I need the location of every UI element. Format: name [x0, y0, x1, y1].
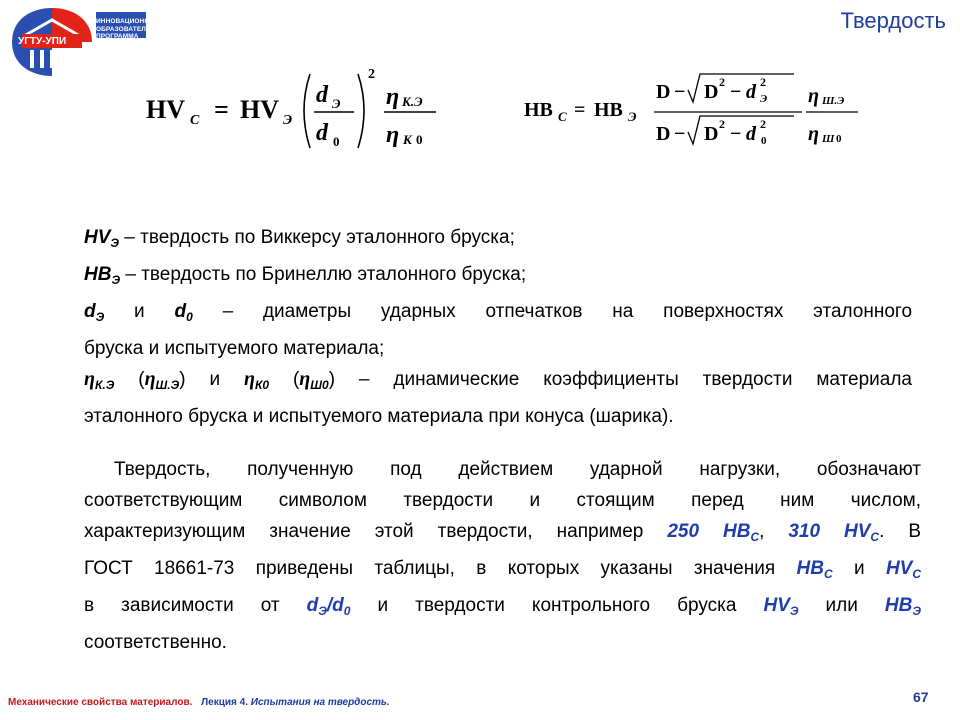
svg-text:2: 2	[368, 67, 375, 82]
svg-text:−: −	[674, 81, 686, 103]
logo-line: ИННОВАЦИОННАЯ	[96, 18, 159, 25]
svg-text:d: d	[316, 82, 328, 108]
svg-text:HV: HV	[146, 95, 185, 124]
svg-text:=: =	[214, 95, 229, 124]
svg-text:2: 2	[719, 75, 725, 89]
paragraph-line: Твердость, полученную под действием ударной нагрузки, обозначают	[114, 459, 921, 480]
svg-text:Э: Э	[283, 113, 293, 128]
svg-text:HV: HV	[240, 95, 279, 124]
eta-symbol: η	[244, 368, 255, 390]
definition-hb	[84, 259, 912, 296]
svg-text:C: C	[558, 109, 567, 124]
slide-footer	[8, 697, 390, 708]
svg-text:К: К	[403, 132, 412, 147]
svg-text:0: 0	[836, 133, 842, 145]
logo-line: ПРОГРАММА	[96, 33, 139, 40]
symbol-hb-e	[885, 595, 921, 616]
logo-line: ОБРАЗОВАТЕЛЬНАЯ	[96, 25, 166, 33]
definition-text: – твердость по Бринеллю эталонного бруска;	[120, 264, 527, 285]
svg-text:2: 2	[760, 117, 766, 131]
paragraph-line: характеризующим значение этой твердости, например 250 $HB_С$, 310 $HV_С$. В	[84, 521, 922, 544]
footer-course: Механические свойства материалов.	[8, 697, 193, 708]
text: d	[306, 595, 319, 616]
text: ГОСТ 18661-73 приведены таблицы, в которых указаны значения	[84, 558, 797, 579]
svg-text:D: D	[656, 81, 671, 103]
subscript: Ш0	[310, 378, 329, 392]
formula-vickers-graphic	[140, 60, 470, 160]
lecture-topic: Испытания на твердость.	[250, 697, 390, 708]
eta-symbol: η	[84, 368, 95, 390]
svg-text:η: η	[386, 84, 400, 110]
text: или	[798, 595, 885, 616]
svg-text:D: D	[704, 123, 719, 145]
subscript: Ш.Э	[155, 378, 180, 392]
subscript: Э	[110, 236, 120, 250]
formula-brinell-graphic	[518, 68, 878, 154]
svg-text:d: d	[746, 123, 756, 145]
text: HV	[885, 558, 913, 579]
svg-text:d: d	[316, 120, 328, 146]
example-hb	[667, 521, 759, 542]
svg-text:Э: Э	[628, 109, 637, 124]
text: HB	[796, 558, 824, 579]
subscript: С	[912, 567, 922, 581]
symbol-hb	[796, 558, 832, 579]
text: и твердости контрольного бруска	[350, 595, 764, 616]
text: /d	[326, 595, 344, 616]
ratio-d	[307, 595, 351, 616]
definition-text: – твердость по Виккерсу эталонного бруска;	[119, 227, 515, 248]
subscript: Э	[95, 310, 105, 324]
definition-hv	[84, 222, 912, 259]
definition-eta-cont: эталонного бруска и испытуемого материала при конуса (шарика).	[84, 406, 674, 427]
conjunction: и	[104, 301, 175, 322]
paragraph-line	[84, 590, 921, 627]
svg-text:−: −	[674, 123, 686, 145]
university-logo	[8, 6, 166, 78]
svg-text:К.Э: К.Э	[402, 94, 423, 109]
definition-text: – динамические коэффициенты твердости материала	[335, 369, 912, 390]
symbol-hv-e	[763, 595, 798, 616]
svg-text:−: −	[730, 81, 742, 103]
formula-brinell	[518, 68, 878, 154]
subscript: С	[750, 530, 760, 544]
svg-text:0: 0	[333, 134, 340, 149]
svg-text:=: =	[574, 99, 586, 121]
text: 250 HB	[667, 521, 751, 542]
footer-lecture	[201, 697, 390, 708]
text: HV	[763, 595, 790, 616]
logo-acronym: УГТУ-УПИ	[18, 36, 67, 47]
svg-text:Э: Э	[332, 96, 341, 111]
svg-text:D: D	[656, 123, 671, 145]
logo-caption	[68, 18, 166, 41]
svg-text:0: 0	[761, 135, 767, 147]
subscript: 0	[186, 310, 193, 324]
text: характеризующим значение этой твердости, например	[84, 521, 668, 542]
symbol: d	[174, 301, 187, 322]
subscript: С	[823, 567, 833, 581]
subscript: 0	[343, 604, 351, 618]
subscript: Э	[111, 273, 121, 287]
svg-text:−: −	[730, 123, 742, 145]
text: . В	[879, 521, 922, 542]
text: в зависимости от	[84, 595, 307, 616]
definition-text: – диаметры ударных отпечатков на поверхностях эталонного	[192, 301, 913, 322]
definition-eta: $\eta_{К.Э}$ $(\eta_{Ш.Э})$ и $\eta_{К0}$ $(\eta_{Ш0})$ – динамические коэффициенты твердости материала	[84, 368, 912, 392]
symbol: d	[84, 301, 96, 322]
subscript: Э	[912, 604, 921, 618]
definition-d	[84, 296, 912, 333]
subscript: Э	[789, 604, 799, 618]
subscript: С	[870, 530, 880, 544]
svg-text:0: 0	[416, 132, 423, 147]
svg-text:HB: HB	[594, 99, 623, 121]
svg-text:Э: Э	[760, 93, 768, 105]
example-hv	[788, 521, 879, 542]
symbol: HB	[84, 264, 112, 285]
svg-text:Ш.Э: Ш.Э	[822, 95, 845, 107]
text: 310 HV	[788, 521, 871, 542]
lecture-number: Лекция 4.	[201, 697, 248, 708]
subscript: К0	[255, 378, 270, 392]
slide-title: Твердость	[840, 8, 946, 33]
paragraph-line: соответствующим символом твердости и стоящим перед ним числом,	[84, 490, 921, 511]
subscript: К.Э	[94, 378, 115, 392]
paragraph-line	[84, 553, 921, 590]
svg-text:Ш: Ш	[822, 133, 835, 145]
svg-text:2: 2	[760, 75, 766, 89]
body-paragraph	[84, 454, 921, 658]
paragraph-line: соответственно.	[84, 632, 227, 653]
formula-vickers	[140, 60, 470, 160]
svg-text:C: C	[190, 113, 200, 128]
eta-symbol: η	[144, 368, 156, 390]
svg-text:η: η	[808, 85, 819, 107]
definition-d-cont: бруска и испытуемого материала;	[84, 338, 385, 359]
text: HB	[884, 595, 913, 616]
svg-text:η: η	[386, 122, 400, 148]
page-number: 67	[913, 689, 929, 705]
eta-symbol: η	[299, 368, 311, 390]
svg-text:HB: HB	[524, 99, 553, 121]
svg-text:D: D	[704, 81, 719, 103]
svg-text:η: η	[808, 123, 819, 145]
definitions-block	[84, 222, 912, 432]
symbol: HV	[84, 227, 111, 248]
svg-text:d: d	[746, 81, 756, 103]
symbol-hv	[886, 558, 921, 579]
svg-text:2: 2	[719, 117, 725, 131]
text: и	[832, 558, 886, 579]
subscript: Э	[318, 604, 327, 618]
